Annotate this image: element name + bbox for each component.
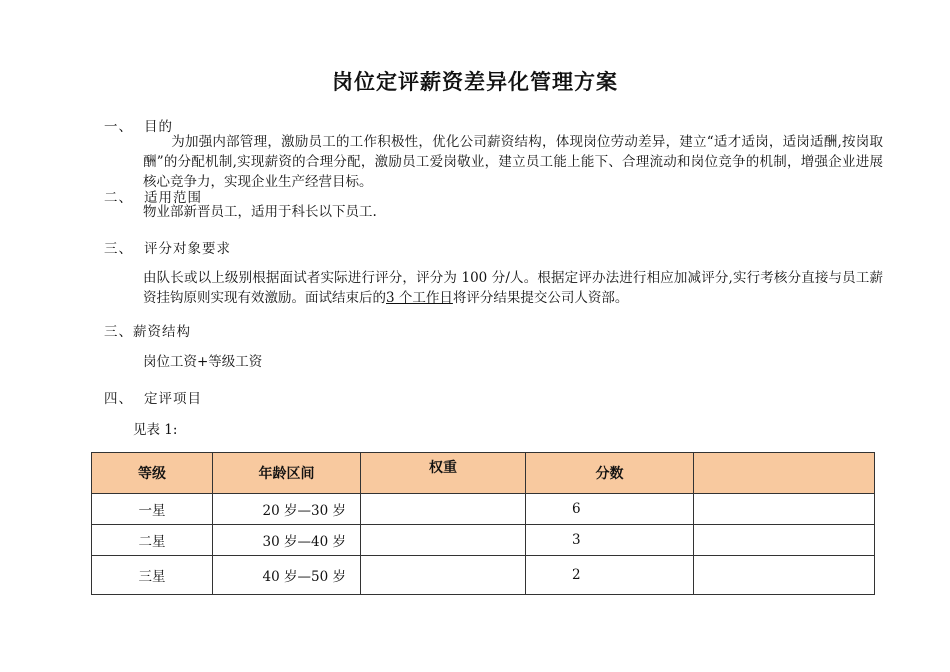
cell-age: 40 岁—50 岁	[213, 556, 361, 595]
header-blank	[694, 453, 875, 494]
purpose-text: 为加强内部管理，激励员工的工作积极性，优化公司薪资结构，体现岗位劳动差异，建立“适才适岗，适岗适酬,按岗取酬”的分配机制,实现薪资的合理分配，激励员工爱岗敬业，建立员工能上能下、合理流动和岗位竞争的机制，增强企业进展核心竞争力，实现企业生产经营目标。	[143, 134, 883, 190]
cell-grade: 一星	[92, 494, 213, 525]
table-row	[92, 494, 875, 525]
table-note	[133, 420, 873, 440]
cell-score: 2	[526, 556, 694, 595]
cell-score: 6	[526, 494, 694, 525]
cell-age: 20 岁—30 岁	[213, 494, 361, 525]
requirements-text-end: 将评分结果提交公司人资部。	[452, 290, 629, 306]
cell-weight	[361, 525, 526, 556]
scope-text: 物业部新晋员工，适用于科长以下员工.	[143, 204, 377, 220]
section-title: 目的	[144, 119, 173, 135]
header-weight: 权重	[361, 453, 526, 494]
table-header-row	[92, 453, 875, 494]
cell-grade: 三星	[92, 556, 213, 595]
cell-weight	[361, 556, 526, 595]
section-heading-items	[104, 387, 202, 407]
header-score: 分数	[526, 453, 694, 494]
section-title: 评分对象要求	[144, 241, 231, 257]
scope-paragraph	[143, 202, 883, 222]
cell-extra	[694, 525, 875, 556]
cell-extra	[694, 494, 875, 525]
salary-text: 岗位工资+等级工资	[143, 354, 263, 370]
cell-grade: 二星	[92, 525, 213, 556]
section-title: 薪资结构	[133, 324, 191, 340]
cell-score: 3	[526, 525, 694, 556]
header-grade: 等级	[92, 453, 213, 494]
section-number: 三、	[104, 241, 133, 257]
cell-extra	[694, 556, 875, 595]
table-row	[92, 556, 875, 595]
section-heading-salary	[104, 320, 191, 340]
salary-paragraph	[143, 352, 883, 372]
table-note-text: 见表 1:	[133, 422, 178, 438]
section-number: 一、	[104, 119, 133, 135]
header-age-range: 年龄区间	[213, 453, 361, 494]
document-title: 岗位定评薪资差异化管理方案	[332, 70, 618, 94]
section-number: 二、	[104, 190, 133, 206]
table-row	[92, 525, 875, 556]
purpose-paragraph	[143, 132, 883, 192]
requirements-text: 由队长或以上级别根据面试者实际进行评分，评分为 100 分/人。根据定评办法进行相应加减评分,实行考核分直接与员工薪资挂钩原则实现有效激励。面试结束后的	[143, 270, 883, 306]
section-title: 定评项目	[144, 391, 202, 407]
underlined-deadline: 3 个工作日	[386, 290, 453, 306]
section-number: 四、	[104, 391, 133, 407]
section-heading-requirements	[104, 237, 231, 257]
cell-weight	[361, 494, 526, 525]
section-title: 适用范围	[144, 190, 202, 206]
requirements-paragraph	[143, 268, 883, 308]
cell-age: 30 岁—40 岁	[213, 525, 361, 556]
section-number: 三、	[104, 324, 133, 340]
grade-table	[91, 452, 875, 595]
